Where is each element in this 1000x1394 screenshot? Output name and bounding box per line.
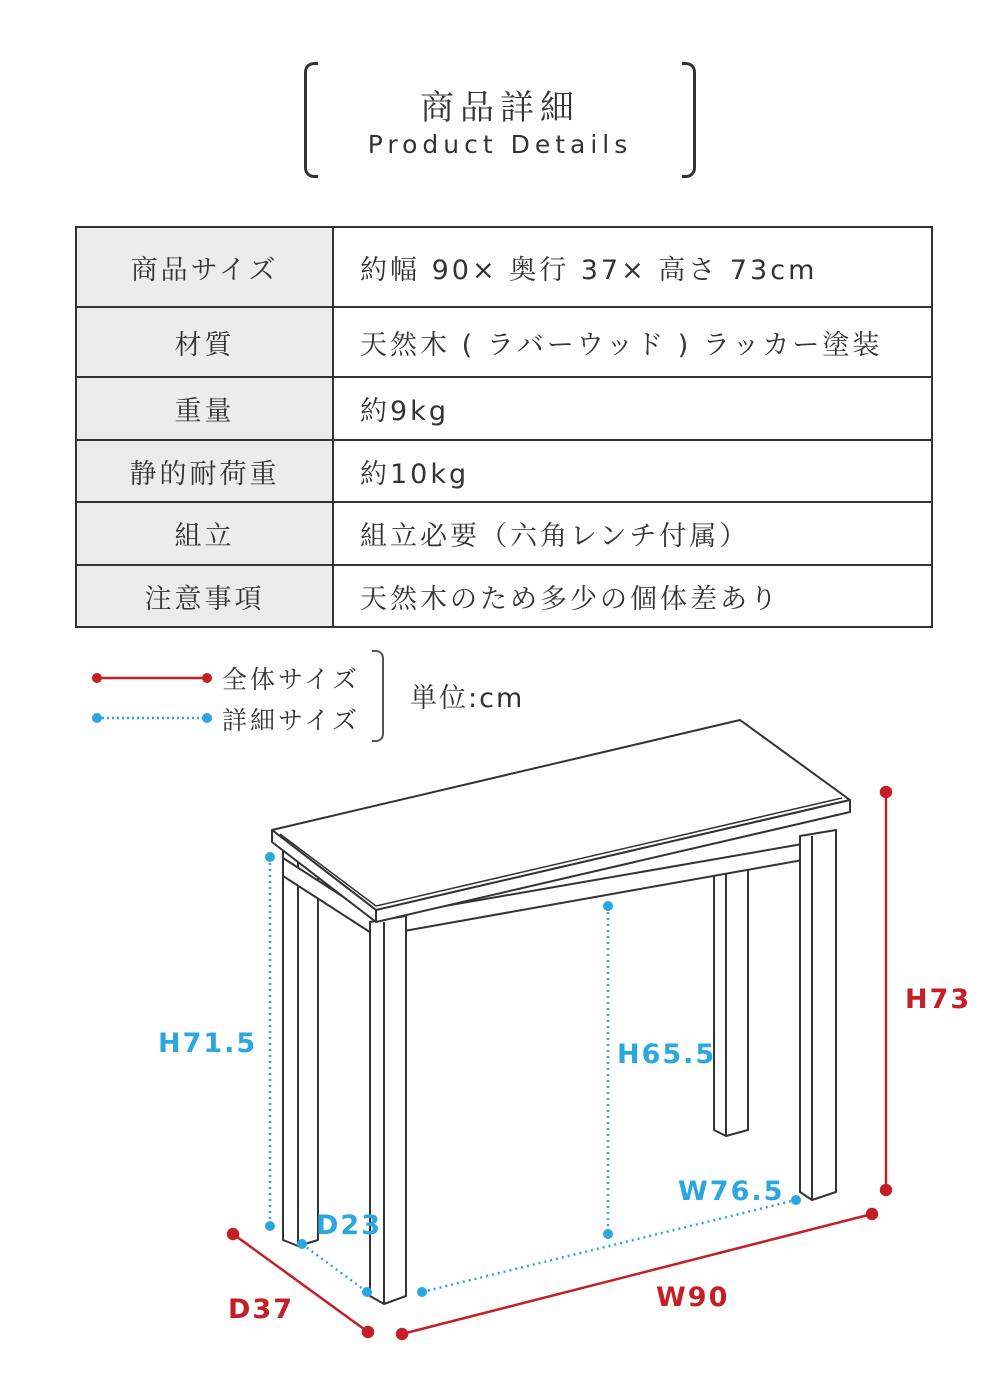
spec-label: 組立	[76, 502, 333, 565]
legend-detail-label: 詳細サイズ	[222, 706, 361, 735]
legend-overall-label: 全体サイズ	[222, 665, 361, 694]
spec-value: 天然木 ( ラバーウッド ) ラッカー塗装	[333, 307, 932, 377]
section-title-en: Product Details	[367, 130, 633, 159]
d23-label: D23	[316, 1210, 382, 1241]
spec-label: 注意事項	[76, 565, 333, 627]
w90-label: W90	[656, 1282, 730, 1313]
spec-label: 材質	[76, 307, 333, 377]
w76-5-label: W76.5	[678, 1176, 785, 1207]
spec-value: 約9kg	[333, 377, 932, 440]
tabletop	[272, 720, 850, 910]
h73-label: H73	[905, 984, 972, 1015]
spec-label: 静的耐荷重	[76, 440, 333, 502]
spec-value: 約幅 90× 奥行 37× 高さ 73cm	[333, 227, 932, 307]
spec-value: 約10kg	[333, 440, 932, 502]
spec-value: 組立必要（六角レンチ付属）	[333, 502, 932, 565]
spec-value: 天然木のため多少の個体差あり	[333, 565, 932, 627]
unit-label: 単位:cm	[410, 683, 525, 714]
dimension-labels	[158, 984, 971, 1325]
h71-5-label: H71.5	[158, 1028, 258, 1059]
spec-label: 商品サイズ	[76, 227, 333, 307]
section-title-jp: 商品詳細	[420, 88, 580, 128]
front-right-leg	[800, 830, 836, 1200]
back-right-leg	[714, 855, 748, 1136]
h65-5-dimension-line	[603, 901, 613, 1239]
h65-5-label: H65.5	[617, 1039, 717, 1070]
d37-label: D37	[228, 1294, 294, 1325]
h71-5-dimension-line	[265, 852, 275, 1231]
h73-dimension-line	[881, 787, 891, 1195]
spec-label: 重量	[76, 377, 333, 440]
front-left-leg	[370, 916, 406, 1304]
w90-dimension-line	[397, 1209, 877, 1339]
back-left-leg	[283, 848, 318, 1246]
